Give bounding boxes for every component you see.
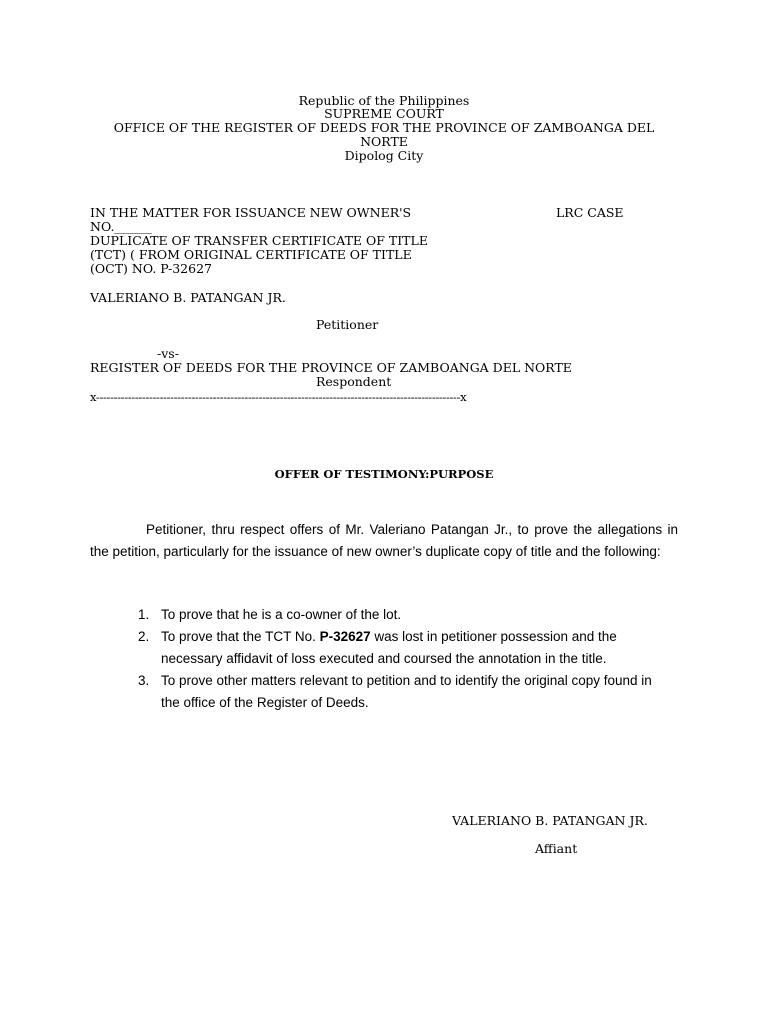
body-paragraph: Petitioner, thru respect offers of Mr. Valeriano Patangan Jr., to prove the allegations in the petition, particularly for the issuance of new owner’s duplicate copy of title and the following: bbox=[90, 522, 678, 559]
petitioner-label: Petitioner bbox=[316, 317, 379, 332]
caption-lrc-case: LRC CASE bbox=[556, 205, 624, 220]
purpose-list bbox=[134, 604, 674, 714]
document-title: OFFER OF TESTIMONY:PURPOSE bbox=[274, 467, 494, 481]
list-item-number: 2. bbox=[138, 629, 150, 644]
list-item-number: 1. bbox=[138, 607, 150, 622]
versus-marker: -vs- bbox=[157, 346, 179, 361]
caption-matter-line2: DUPLICATE OF TRANSFER CERTIFICATE OF TITLE bbox=[90, 233, 428, 248]
list-item-text-post: was lost in petitioner possession and the necessary affidavit of loss executed and coursed the annotation in the title. bbox=[161, 629, 617, 666]
list-item-text: To prove other matters relevant to petition and to identify the original copy found in the office of the Register of Deeds. bbox=[161, 673, 652, 710]
list-item bbox=[134, 670, 674, 714]
caption-matter-line4: (OCT) NO. P-32627 bbox=[90, 261, 212, 276]
header-office-line2: NORTE bbox=[360, 134, 408, 149]
list-item-text: To prove that he is a co-owner of the lot. bbox=[161, 607, 402, 622]
header-city: Dipolog City bbox=[344, 148, 424, 163]
signatory-label: Affiant bbox=[535, 841, 578, 856]
list-item bbox=[134, 604, 674, 626]
tct-number: P-32627 bbox=[319, 629, 371, 644]
caption-matter-line1: IN THE MATTER FOR ISSUANCE NEW OWNER'S bbox=[90, 205, 412, 220]
respondent-name: REGISTER OF DEEDS FOR THE PROVINCE OF ZAMBOANGA DEL NORTE bbox=[90, 360, 572, 375]
list-item bbox=[134, 626, 674, 670]
caption-matter-line3: (TCT) ( FROM ORIGINAL CERTIFICATE OF TITLE bbox=[90, 247, 412, 262]
caption-case-no: NO.______ bbox=[90, 219, 152, 234]
list-item-text-pre: To prove that the TCT No. bbox=[161, 629, 320, 644]
header-office-line1: OFFICE OF THE REGISTER OF DEEDS FOR THE PROVINCE OF ZAMBOANGA DEL bbox=[113, 120, 655, 135]
list-item-number: 3. bbox=[138, 673, 150, 688]
petitioner-name: VALERIANO B. PATANGAN JR. bbox=[90, 290, 286, 305]
caption-separator: x-------------------------------------------------------------------------------------------------------x bbox=[90, 390, 467, 404]
header-court: SUPREME COURT bbox=[324, 106, 444, 121]
header-republic: Republic of the Philippines bbox=[298, 93, 470, 108]
signatory-name: VALERIANO B. PATANGAN JR. bbox=[452, 813, 648, 828]
respondent-label: Respondent bbox=[316, 374, 392, 389]
